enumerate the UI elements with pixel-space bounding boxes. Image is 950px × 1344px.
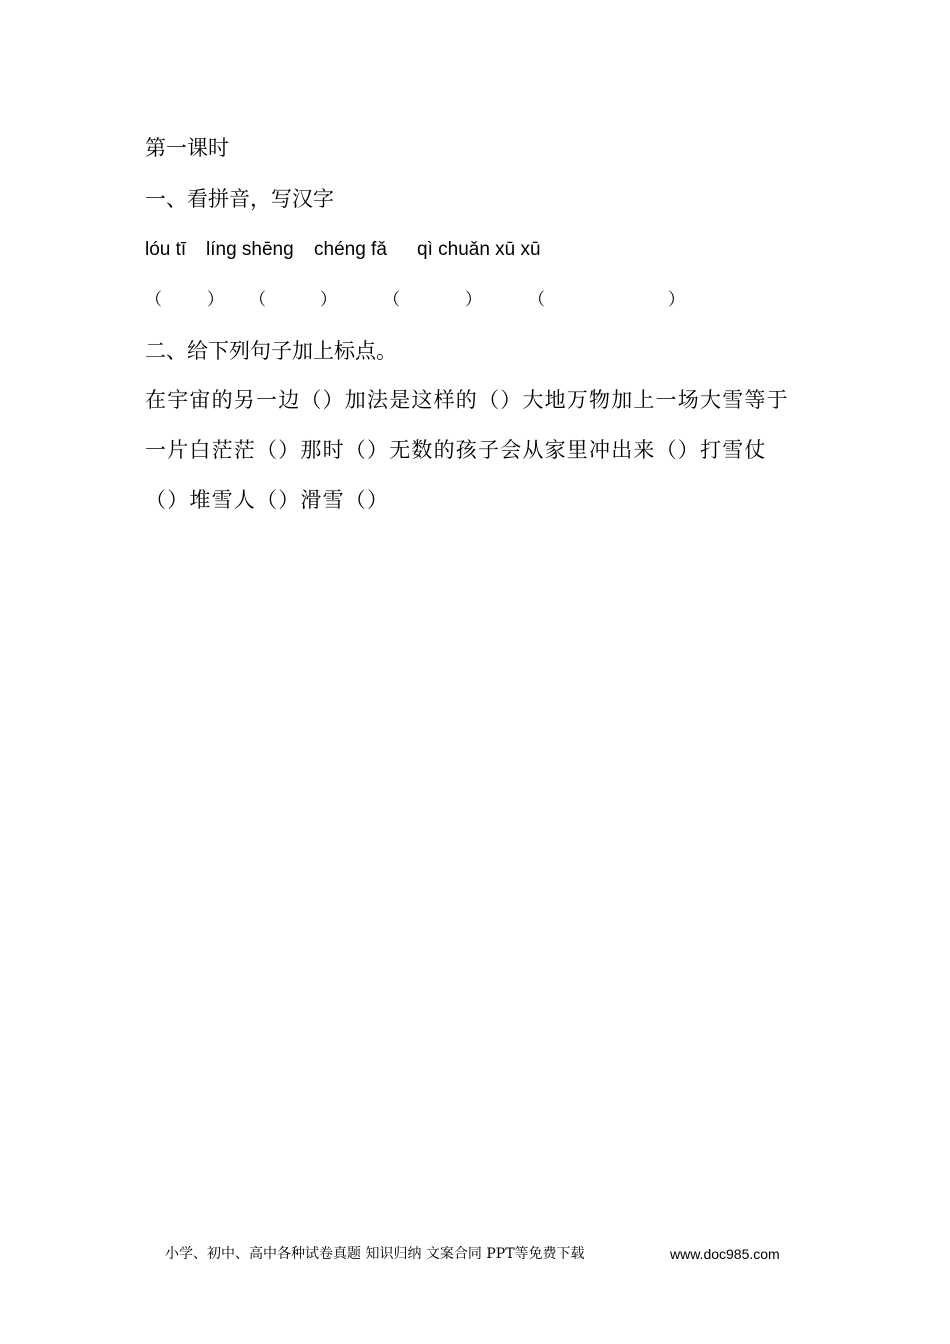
answer-blank-open: （ — [528, 290, 545, 310]
footer-url[interactable]: www.doc985.com — [670, 1246, 780, 1262]
pinyin-word: lóu tī — [145, 239, 187, 260]
exercise-text-line: 在宇宙的另一边（）加法是这样的（）大地万物加上一场大雪等于 — [145, 388, 789, 412]
pinyin-word: líng shēng — [206, 239, 294, 260]
answer-blank-open: （ — [383, 290, 400, 310]
answer-blank-close: ） — [465, 290, 482, 310]
answer-blank-close: ） — [207, 290, 224, 310]
answer-blank-open: （ — [145, 290, 162, 310]
section-2-heading: 二、给下列句子加上标点。 — [145, 339, 397, 363]
page-footer — [165, 1244, 780, 1264]
exercise-text-line: （）堆雪人（）滑雪（） — [145, 488, 390, 512]
section-1-heading: 一、看拼音，写汉字 — [145, 187, 334, 211]
answer-blank-close: ） — [320, 290, 337, 310]
lesson-title: 第一课时 — [145, 136, 229, 160]
pinyin-word: chéng fǎ — [314, 239, 387, 260]
answer-blank-open: （ — [249, 290, 266, 310]
answer-blank-close: ） — [668, 290, 685, 310]
exercise-text-line: 一片白茫茫（）那时（）无数的孩子会从家里冲出来（）打雪仗 — [145, 438, 767, 462]
pinyin-word: qì chuǎn xū xū — [417, 239, 541, 260]
footer-text: 小学、初中、高中各种试卷真题 知识归纳 文案合同 PPT等免费下载 — [165, 1246, 585, 1262]
